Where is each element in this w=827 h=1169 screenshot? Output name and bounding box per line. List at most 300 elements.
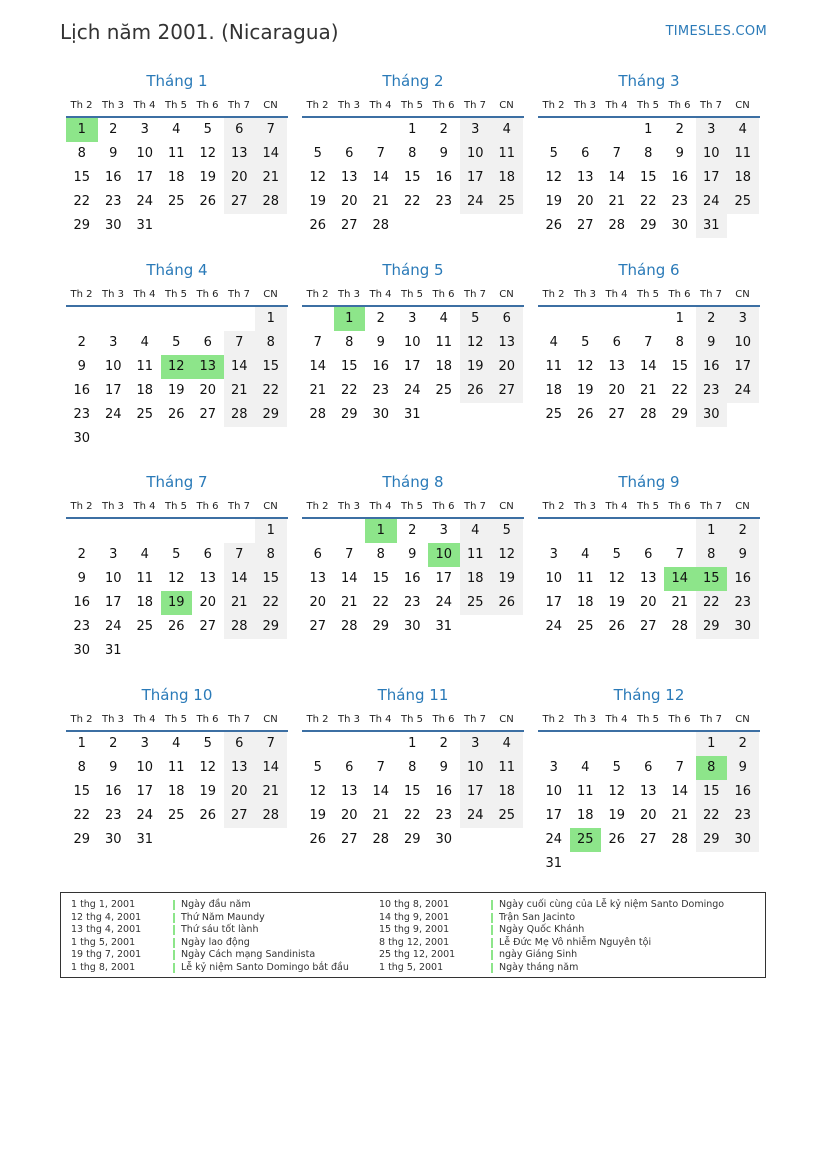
- day-cell: 22: [73, 808, 91, 823]
- day-cell: 7: [224, 331, 256, 355]
- day-cell: 30: [727, 615, 759, 639]
- day-cell: 5: [581, 335, 590, 350]
- day-cell: 27: [199, 619, 217, 634]
- day-cell: 20: [199, 595, 217, 610]
- weekday-header: Th 4: [369, 289, 392, 300]
- day-cell: 14: [224, 355, 256, 379]
- day-cell: 22: [255, 379, 287, 403]
- day-cell: 24: [104, 407, 122, 422]
- holiday-day-cell: 1: [334, 307, 366, 331]
- day-cell: 13: [639, 784, 657, 799]
- day-cell: 28: [639, 407, 657, 422]
- day-cell: 15: [340, 359, 358, 374]
- day-cell: 27: [340, 218, 358, 233]
- day-cell: 23: [372, 383, 390, 398]
- month-title: Tháng 11: [377, 686, 449, 704]
- weekday-header: Th 7: [464, 501, 486, 512]
- day-cell: 4: [172, 122, 181, 137]
- weekday-header: Th 4: [605, 714, 628, 725]
- day-cell: 1: [696, 519, 728, 543]
- legend-date: 10 thg 8, 2001: [379, 899, 450, 910]
- day-cell: 14: [309, 359, 327, 374]
- legend-color-marker: [173, 925, 175, 935]
- weekday-header: Th 7: [228, 100, 250, 111]
- day-cell: 12: [199, 760, 217, 775]
- day-cell: 13: [224, 142, 256, 166]
- weekday-header: Th 3: [338, 714, 360, 725]
- weekday-header: CN: [735, 289, 750, 300]
- weekday-header: Th 3: [338, 100, 360, 111]
- day-cell: 29: [255, 615, 287, 639]
- day-cell: 12: [608, 784, 626, 799]
- day-cell: 19: [460, 355, 492, 379]
- day-cell: 24: [136, 808, 154, 823]
- legend-date: 13 thg 4, 2001: [71, 924, 142, 936]
- weekday-header: Th 7: [228, 289, 250, 300]
- day-cell: 9: [376, 335, 385, 350]
- month-title: Tháng 9: [618, 473, 680, 491]
- day-cell: 9: [439, 146, 448, 161]
- weekday-header: Th 6: [432, 100, 455, 111]
- holiday-day-cell: 19: [161, 591, 193, 615]
- day-cell: 30: [73, 643, 91, 658]
- day-cell: 3: [549, 547, 558, 562]
- day-cell: 29: [671, 407, 689, 422]
- day-cell: 8: [255, 331, 287, 355]
- weekday-header: Th 7: [700, 714, 722, 725]
- day-cell: 4: [581, 547, 590, 562]
- day-cell: 16: [435, 170, 453, 185]
- day-cell: 3: [109, 335, 118, 350]
- day-cell: 27: [224, 804, 256, 828]
- weekday-header: Th 2: [306, 501, 329, 512]
- day-cell: 13: [199, 571, 217, 586]
- day-cell: 29: [403, 832, 421, 847]
- day-cell: 19: [309, 194, 327, 209]
- day-cell: 10: [403, 335, 421, 350]
- legend-holiday-name: Lễ Đức Mẹ Vô nhiễm Nguyên tội: [499, 936, 652, 948]
- day-cell: 28: [224, 403, 256, 427]
- weekday-header: Th 5: [165, 289, 187, 300]
- day-cell: 4: [172, 736, 181, 751]
- day-cell: 2: [109, 122, 118, 137]
- legend-color-marker: [491, 950, 493, 960]
- day-cell: 16: [73, 595, 91, 610]
- day-cell: 17: [545, 595, 563, 610]
- day-cell: 14: [608, 170, 626, 185]
- day-cell: 17: [727, 355, 759, 379]
- day-cell: 5: [313, 146, 322, 161]
- legend-color-marker: [173, 913, 175, 923]
- holiday-day-cell: 10: [428, 543, 460, 567]
- holiday-day-cell: 14: [664, 567, 696, 591]
- day-cell: 27: [340, 832, 358, 847]
- weekday-header: Th 7: [464, 100, 486, 111]
- day-cell: 9: [109, 760, 118, 775]
- day-cell: 15: [639, 170, 657, 185]
- weekday-header: Th 3: [574, 100, 596, 111]
- day-cell: 14: [639, 359, 657, 374]
- day-cell: 17: [104, 383, 122, 398]
- day-cell: 11: [136, 571, 154, 586]
- weekday-header: Th 5: [401, 714, 423, 725]
- weekday-header: Th 7: [700, 100, 722, 111]
- day-cell: 25: [460, 591, 492, 615]
- weekday-header: Th 4: [605, 501, 628, 512]
- month-title: Tháng 6: [618, 261, 680, 279]
- day-cell: 1: [255, 519, 287, 543]
- weekday-header: CN: [735, 100, 750, 111]
- day-cell: 28: [309, 407, 327, 422]
- weekday-header: Th 7: [700, 289, 722, 300]
- day-cell: 29: [73, 218, 91, 233]
- legend-date: 25 thg 12, 2001: [379, 949, 456, 961]
- legend-holiday-name: Lễ kỷ niệm Santo Domingo bắt đầu: [181, 962, 349, 973]
- day-cell: 6: [345, 760, 354, 775]
- day-cell: 3: [696, 118, 728, 142]
- day-cell: 16: [435, 784, 453, 799]
- day-cell: 22: [696, 804, 728, 828]
- day-cell: 10: [136, 146, 154, 161]
- weekday-header: Th 5: [637, 714, 659, 725]
- day-cell: 27: [639, 832, 657, 847]
- day-cell: 26: [608, 832, 626, 847]
- day-cell: 19: [576, 383, 594, 398]
- day-cell: 5: [172, 547, 181, 562]
- day-cell: 27: [576, 218, 594, 233]
- weekday-header: Th 3: [338, 501, 360, 512]
- day-cell: 4: [491, 118, 523, 142]
- day-cell: 2: [439, 736, 448, 751]
- day-cell: 24: [460, 190, 492, 214]
- day-cell: 18: [545, 383, 563, 398]
- day-cell: 23: [104, 808, 122, 823]
- day-cell: 24: [727, 379, 759, 403]
- legend-date: 8 thg 12, 2001: [379, 936, 450, 948]
- weekday-header: Th 5: [401, 100, 423, 111]
- weekday-header: Th 3: [574, 289, 596, 300]
- day-cell: 30: [104, 218, 122, 233]
- day-cell: 12: [576, 359, 594, 374]
- day-cell: 17: [435, 571, 453, 586]
- day-cell: 14: [671, 784, 689, 799]
- day-cell: 2: [376, 311, 385, 326]
- day-cell: 2: [408, 523, 417, 538]
- day-cell: 29: [639, 218, 657, 233]
- weekday-header: Th 5: [637, 289, 659, 300]
- day-cell: 20: [309, 595, 327, 610]
- weekday-header: Th 5: [637, 501, 659, 512]
- day-cell: 7: [255, 732, 287, 756]
- day-cell: 26: [309, 832, 327, 847]
- day-cell: 30: [73, 431, 91, 446]
- day-cell: 29: [340, 407, 358, 422]
- day-cell: 16: [104, 784, 122, 799]
- day-cell: 10: [545, 571, 563, 586]
- day-cell: 16: [727, 567, 759, 591]
- day-cell: 11: [491, 142, 523, 166]
- day-cell: 1: [675, 311, 684, 326]
- day-cell: 26: [608, 619, 626, 634]
- day-cell: 29: [696, 615, 728, 639]
- day-cell: 18: [727, 166, 759, 190]
- day-cell: 19: [199, 170, 217, 185]
- holiday-day-cell: 13: [192, 355, 224, 379]
- day-cell: 29: [372, 619, 390, 634]
- day-cell: 13: [340, 170, 358, 185]
- day-cell: 15: [696, 780, 728, 804]
- day-cell: 31: [545, 856, 563, 871]
- day-cell: 15: [403, 170, 421, 185]
- day-cell: 21: [671, 808, 689, 823]
- weekday-header: Th 6: [668, 501, 691, 512]
- weekday-header: Th 4: [369, 100, 392, 111]
- day-cell: 15: [372, 571, 390, 586]
- weekday-header: Th 2: [70, 501, 93, 512]
- day-cell: 12: [309, 784, 327, 799]
- weekday-header: Th 3: [338, 289, 360, 300]
- day-cell: 10: [104, 571, 122, 586]
- legend-date: 1 thg 5, 2001: [379, 962, 444, 973]
- weekday-header: Th 6: [432, 289, 455, 300]
- day-cell: 8: [408, 146, 417, 161]
- day-cell: 5: [172, 335, 181, 350]
- day-cell: 10: [136, 760, 154, 775]
- day-cell: 18: [491, 780, 523, 804]
- page-title: Lịch năm 2001. (Nicaragua): [60, 20, 339, 44]
- legend-holiday-name: Thứ Năm Maundy: [181, 911, 265, 923]
- day-cell: 1: [408, 736, 417, 751]
- day-cell: 3: [439, 523, 448, 538]
- day-cell: 6: [224, 118, 256, 142]
- day-cell: 27: [608, 407, 626, 422]
- legend-color-marker: [173, 900, 175, 910]
- day-cell: 7: [255, 118, 287, 142]
- weekday-header: Th 7: [228, 501, 250, 512]
- day-cell: 19: [491, 567, 523, 591]
- day-cell: 9: [77, 571, 86, 586]
- day-cell: 23: [671, 194, 689, 209]
- holiday-day-cell: 8: [696, 756, 728, 780]
- day-cell: 8: [644, 146, 653, 161]
- day-cell: 31: [696, 214, 728, 238]
- day-cell: 8: [345, 335, 354, 350]
- day-cell: 18: [167, 784, 185, 799]
- weekday-header: Th 5: [401, 501, 423, 512]
- day-cell: 24: [403, 383, 421, 398]
- day-cell: 5: [460, 307, 492, 331]
- weekday-header: Th 6: [668, 289, 691, 300]
- day-cell: 8: [675, 335, 684, 350]
- day-cell: 7: [345, 547, 354, 562]
- weekday-header: CN: [735, 501, 750, 512]
- day-cell: 2: [77, 335, 86, 350]
- day-cell: 7: [675, 547, 684, 562]
- day-cell: 23: [403, 595, 421, 610]
- day-cell: 21: [372, 194, 390, 209]
- day-cell: 23: [73, 619, 91, 634]
- weekday-header: Th 6: [196, 100, 219, 111]
- holiday-day-cell: 12: [161, 355, 193, 379]
- day-cell: 9: [439, 760, 448, 775]
- day-cell: 3: [549, 760, 558, 775]
- holiday-day-cell: 1: [365, 519, 397, 543]
- day-cell: 30: [372, 407, 390, 422]
- day-cell: 11: [167, 760, 185, 775]
- weekday-header: Th 3: [574, 501, 596, 512]
- day-cell: 9: [727, 756, 759, 780]
- day-cell: 23: [435, 194, 453, 209]
- day-cell: 4: [460, 519, 492, 543]
- weekday-header: CN: [735, 714, 750, 725]
- legend-color-marker: [491, 963, 493, 973]
- day-cell: 27: [199, 407, 217, 422]
- legend-color-marker: [491, 900, 493, 910]
- legend-color-marker: [491, 938, 493, 948]
- day-cell: 16: [104, 170, 122, 185]
- weekday-header: Th 2: [70, 100, 93, 111]
- weekday-header: Th 2: [70, 289, 93, 300]
- day-cell: 1: [644, 122, 653, 137]
- weekday-header: CN: [499, 501, 514, 512]
- day-cell: 11: [435, 335, 453, 350]
- day-cell: 26: [460, 379, 492, 403]
- day-cell: 18: [576, 808, 594, 823]
- day-cell: 21: [255, 166, 287, 190]
- weekday-header: Th 4: [369, 714, 392, 725]
- day-cell: 6: [644, 760, 653, 775]
- day-cell: 1: [408, 122, 417, 137]
- day-cell: 26: [545, 218, 563, 233]
- day-cell: 15: [671, 359, 689, 374]
- day-cell: 23: [73, 407, 91, 422]
- day-cell: 17: [696, 166, 728, 190]
- day-cell: 14: [340, 571, 358, 586]
- day-cell: 15: [255, 567, 287, 591]
- day-cell: 24: [435, 595, 453, 610]
- weekday-header: Th 4: [605, 289, 628, 300]
- day-cell: 18: [491, 166, 523, 190]
- site-link[interactable]: TIMESLES.COM: [665, 24, 767, 39]
- weekday-header: Th 5: [165, 714, 187, 725]
- day-cell: 9: [77, 359, 86, 374]
- day-cell: 24: [460, 804, 492, 828]
- day-cell: 11: [727, 142, 759, 166]
- day-cell: 6: [313, 547, 322, 562]
- day-cell: 3: [460, 732, 492, 756]
- day-cell: 5: [313, 760, 322, 775]
- weekday-header: Th 2: [542, 714, 565, 725]
- day-cell: 26: [167, 407, 185, 422]
- month-title: Tháng 12: [613, 686, 685, 704]
- day-cell: 14: [224, 567, 256, 591]
- weekday-header: Th 4: [133, 289, 156, 300]
- day-cell: 22: [639, 194, 657, 209]
- day-cell: 11: [545, 359, 563, 374]
- day-cell: 14: [255, 756, 287, 780]
- day-cell: 28: [340, 619, 358, 634]
- day-cell: 2: [109, 736, 118, 751]
- day-cell: 17: [545, 808, 563, 823]
- day-cell: 13: [340, 784, 358, 799]
- weekday-header: CN: [263, 501, 278, 512]
- day-cell: 12: [167, 571, 185, 586]
- day-cell: 26: [576, 407, 594, 422]
- day-cell: 27: [224, 190, 256, 214]
- day-cell: 27: [309, 619, 327, 634]
- weekday-header: CN: [263, 714, 278, 725]
- day-cell: 21: [224, 591, 256, 615]
- day-cell: 4: [140, 335, 149, 350]
- day-cell: 4: [439, 311, 448, 326]
- day-cell: 5: [203, 122, 212, 137]
- day-cell: 11: [491, 756, 523, 780]
- day-cell: 7: [644, 335, 653, 350]
- day-cell: 20: [340, 808, 358, 823]
- day-cell: 21: [671, 595, 689, 610]
- day-cell: 18: [136, 595, 154, 610]
- month-title: Tháng 4: [146, 261, 208, 279]
- weekday-header: CN: [499, 289, 514, 300]
- day-cell: 25: [491, 804, 523, 828]
- day-cell: 6: [491, 307, 523, 331]
- day-cell: 28: [372, 832, 390, 847]
- day-cell: 20: [224, 166, 256, 190]
- day-cell: 3: [408, 311, 417, 326]
- day-cell: 10: [696, 142, 728, 166]
- day-cell: 1: [696, 732, 728, 756]
- day-cell: 27: [491, 379, 523, 403]
- day-cell: 12: [491, 543, 523, 567]
- day-cell: 25: [136, 619, 154, 634]
- day-cell: 1: [77, 736, 86, 751]
- legend-color-marker: [491, 925, 493, 935]
- day-cell: 24: [545, 832, 563, 847]
- holiday-day-cell: 15: [696, 567, 728, 591]
- day-cell: 3: [140, 122, 149, 137]
- day-cell: 28: [671, 619, 689, 634]
- day-cell: 21: [309, 383, 327, 398]
- day-cell: 12: [199, 146, 217, 161]
- day-cell: 8: [696, 543, 728, 567]
- day-cell: 24: [545, 619, 563, 634]
- day-cell: 20: [224, 780, 256, 804]
- day-cell: 6: [203, 335, 212, 350]
- day-cell: 20: [340, 194, 358, 209]
- day-cell: 11: [167, 146, 185, 161]
- day-cell: 22: [696, 591, 728, 615]
- day-cell: 16: [727, 780, 759, 804]
- day-cell: 5: [549, 146, 558, 161]
- day-cell: 13: [309, 571, 327, 586]
- day-cell: 22: [340, 383, 358, 398]
- day-cell: 19: [608, 595, 626, 610]
- legend-holiday-name: Trận San Jacinto: [499, 911, 576, 923]
- day-cell: 10: [104, 359, 122, 374]
- weekday-header: CN: [263, 100, 278, 111]
- legend-date: 1 thg 8, 2001: [71, 962, 136, 973]
- weekday-header: CN: [499, 100, 514, 111]
- weekday-header: Th 2: [542, 289, 565, 300]
- day-cell: 18: [460, 567, 492, 591]
- weekday-header: Th 4: [133, 100, 156, 111]
- day-cell: 18: [136, 383, 154, 398]
- day-cell: 24: [104, 619, 122, 634]
- legend-holiday-name: Ngày đầu năm: [181, 899, 251, 910]
- day-cell: 16: [73, 383, 91, 398]
- day-cell: 19: [608, 808, 626, 823]
- weekday-header: Th 5: [401, 289, 423, 300]
